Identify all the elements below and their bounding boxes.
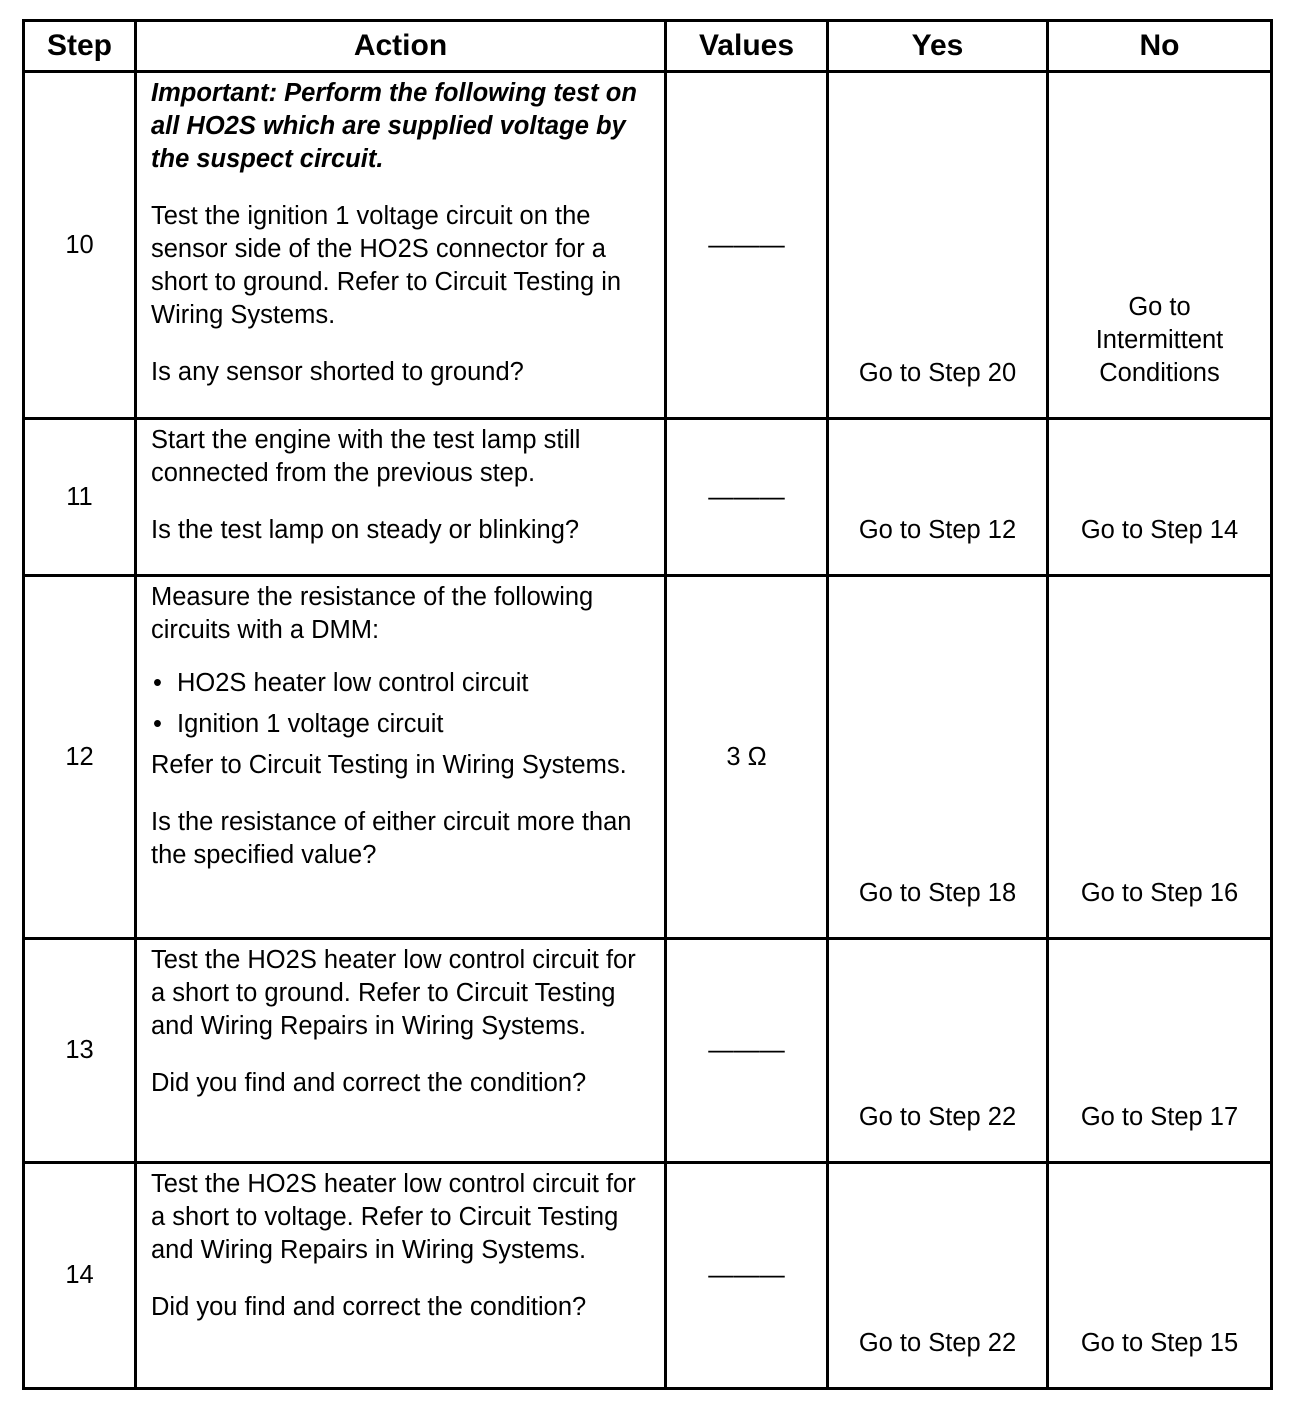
action-instruction: Start the engine with the test lamp still connected from the previous step. bbox=[151, 426, 581, 487]
table-row bbox=[24, 72, 1272, 419]
value-cell: ——— bbox=[666, 419, 828, 576]
action-question: Did you find and correct the condition? bbox=[151, 1069, 587, 1097]
yes-cell: Go to Step 20 bbox=[828, 72, 1048, 419]
yes-cell: Go to Step 22 bbox=[828, 939, 1048, 1163]
action-cell bbox=[136, 939, 666, 1163]
action-question: Is the resistance of either circuit more than the specified value? bbox=[151, 808, 632, 869]
table-row bbox=[24, 576, 1272, 939]
yes-cell: Go to Step 18 bbox=[828, 576, 1048, 939]
no-cell-text: Go to Intermittent Conditions bbox=[1095, 293, 1224, 387]
bullet-item: • HO2S heater low control circuit bbox=[151, 667, 656, 700]
action-reference: Refer to Circuit Testing in Wiring Systems. bbox=[151, 751, 627, 779]
action-cell bbox=[136, 1163, 666, 1389]
step-number: 13 bbox=[24, 939, 136, 1163]
value-cell: ——— bbox=[666, 72, 828, 419]
header-values: Values bbox=[666, 21, 828, 72]
no-cell: Go to Step 16 bbox=[1048, 576, 1272, 939]
bullet-list bbox=[151, 667, 656, 741]
step-number: 11 bbox=[24, 419, 136, 576]
action-cell bbox=[136, 576, 666, 939]
action-instruction: Measure the resistance of the following circuits with a DMM: bbox=[151, 583, 594, 644]
header-yes: Yes bbox=[828, 21, 1048, 72]
header-no: No bbox=[1048, 21, 1272, 72]
no-cell: Go to Step 17 bbox=[1048, 939, 1272, 1163]
header-step: Step bbox=[24, 21, 136, 72]
value-cell: ——— bbox=[666, 1163, 828, 1389]
header-action: Action bbox=[136, 21, 666, 72]
header-row bbox=[24, 21, 1272, 72]
step-number: 12 bbox=[24, 576, 136, 939]
action-question: Is the test lamp on steady or blinking? bbox=[151, 516, 580, 544]
diagnostic-table bbox=[22, 19, 1273, 1390]
value-cell: 3 Ω bbox=[666, 576, 828, 939]
no-cell bbox=[1048, 72, 1272, 419]
action-instruction: Test the HO2S heater low control circuit for a short to ground. Refer to Circuit Testing and Wiring Repairs in Wiring Systems. bbox=[151, 946, 636, 1040]
important-note: Important: Perform the following test on all HO2S which are supplied voltage by the suspect circuit. bbox=[151, 79, 637, 173]
bullet-item: • Ignition 1 voltage circuit bbox=[151, 708, 656, 741]
table-row bbox=[24, 939, 1272, 1163]
action-cell bbox=[136, 72, 666, 419]
action-instruction: Test the HO2S heater low control circuit for a short to voltage. Refer to Circuit Testing and Wiring Repairs in Wiring Systems. bbox=[151, 1170, 636, 1264]
action-question: Did you find and correct the condition? bbox=[151, 1293, 587, 1321]
no-cell: Go to Step 14 bbox=[1048, 419, 1272, 576]
action-instruction: Test the ignition 1 voltage circuit on the sensor side of the HO2S connector for a short to ground. Refer to Circuit Testing in Wiring Systems. bbox=[151, 202, 622, 329]
yes-cell: Go to Step 12 bbox=[828, 419, 1048, 576]
table-row bbox=[24, 419, 1272, 576]
value-cell: ——— bbox=[666, 939, 828, 1163]
action-cell bbox=[136, 419, 666, 576]
diagnostic-table-sheet bbox=[22, 19, 1270, 1387]
table-row bbox=[24, 1163, 1272, 1389]
step-number: 14 bbox=[24, 1163, 136, 1389]
no-cell: Go to Step 15 bbox=[1048, 1163, 1272, 1389]
step-number: 10 bbox=[24, 72, 136, 419]
yes-cell: Go to Step 22 bbox=[828, 1163, 1048, 1389]
action-question: Is any sensor shorted to ground? bbox=[151, 358, 524, 386]
